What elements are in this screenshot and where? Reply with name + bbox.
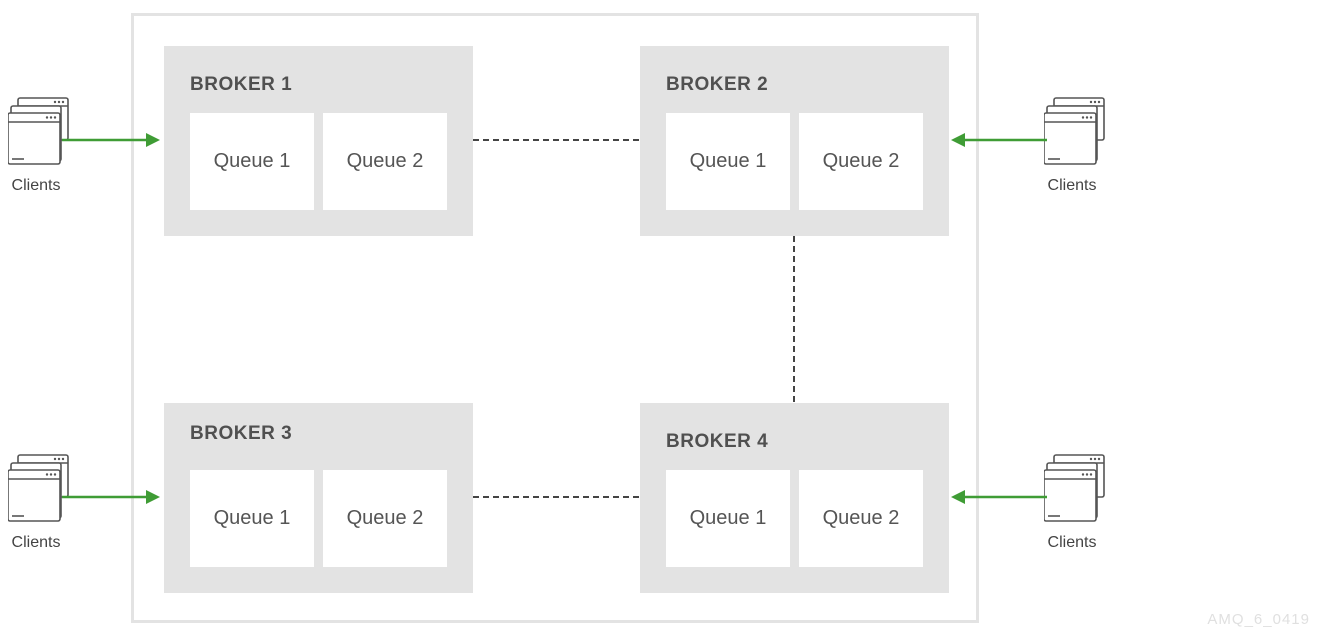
queue-1: Queue 1	[666, 113, 790, 210]
broker-4	[640, 403, 949, 593]
broker-2	[640, 46, 949, 236]
clients-group-1	[8, 97, 78, 207]
clients-group-3	[8, 454, 78, 564]
broker-1	[164, 46, 473, 236]
arrow-left-icon	[951, 487, 1051, 507]
clients-group-4	[1044, 454, 1114, 564]
clients-label: Clients	[1047, 534, 1097, 551]
broker-title: BROKER 1	[190, 74, 293, 95]
broker-title: BROKER 3	[190, 423, 293, 444]
arrow-left-icon	[951, 130, 1051, 150]
queue-1: Queue 1	[190, 470, 314, 567]
clients-label: Clients	[11, 534, 61, 551]
broker-title: BROKER 4	[666, 431, 769, 452]
queue-2: Queue 2	[799, 470, 923, 567]
clients-label: Clients	[1047, 177, 1097, 194]
client-windows-icon	[1044, 454, 1114, 524]
queue-2: Queue 2	[323, 470, 447, 567]
queue-1: Queue 1	[190, 113, 314, 210]
broker-title: BROKER 2	[666, 74, 769, 95]
figure-code: AMQ_6_0419	[1207, 611, 1310, 628]
clients-group-2	[1044, 97, 1114, 207]
queue-1: Queue 1	[666, 470, 790, 567]
broker-3	[164, 403, 473, 593]
arrow-right-icon	[62, 130, 162, 150]
queue-2: Queue 2	[323, 113, 447, 210]
clients-label: Clients	[11, 177, 61, 194]
client-windows-icon	[1044, 97, 1114, 167]
arrow-right-icon	[62, 487, 162, 507]
queue-2: Queue 2	[799, 113, 923, 210]
